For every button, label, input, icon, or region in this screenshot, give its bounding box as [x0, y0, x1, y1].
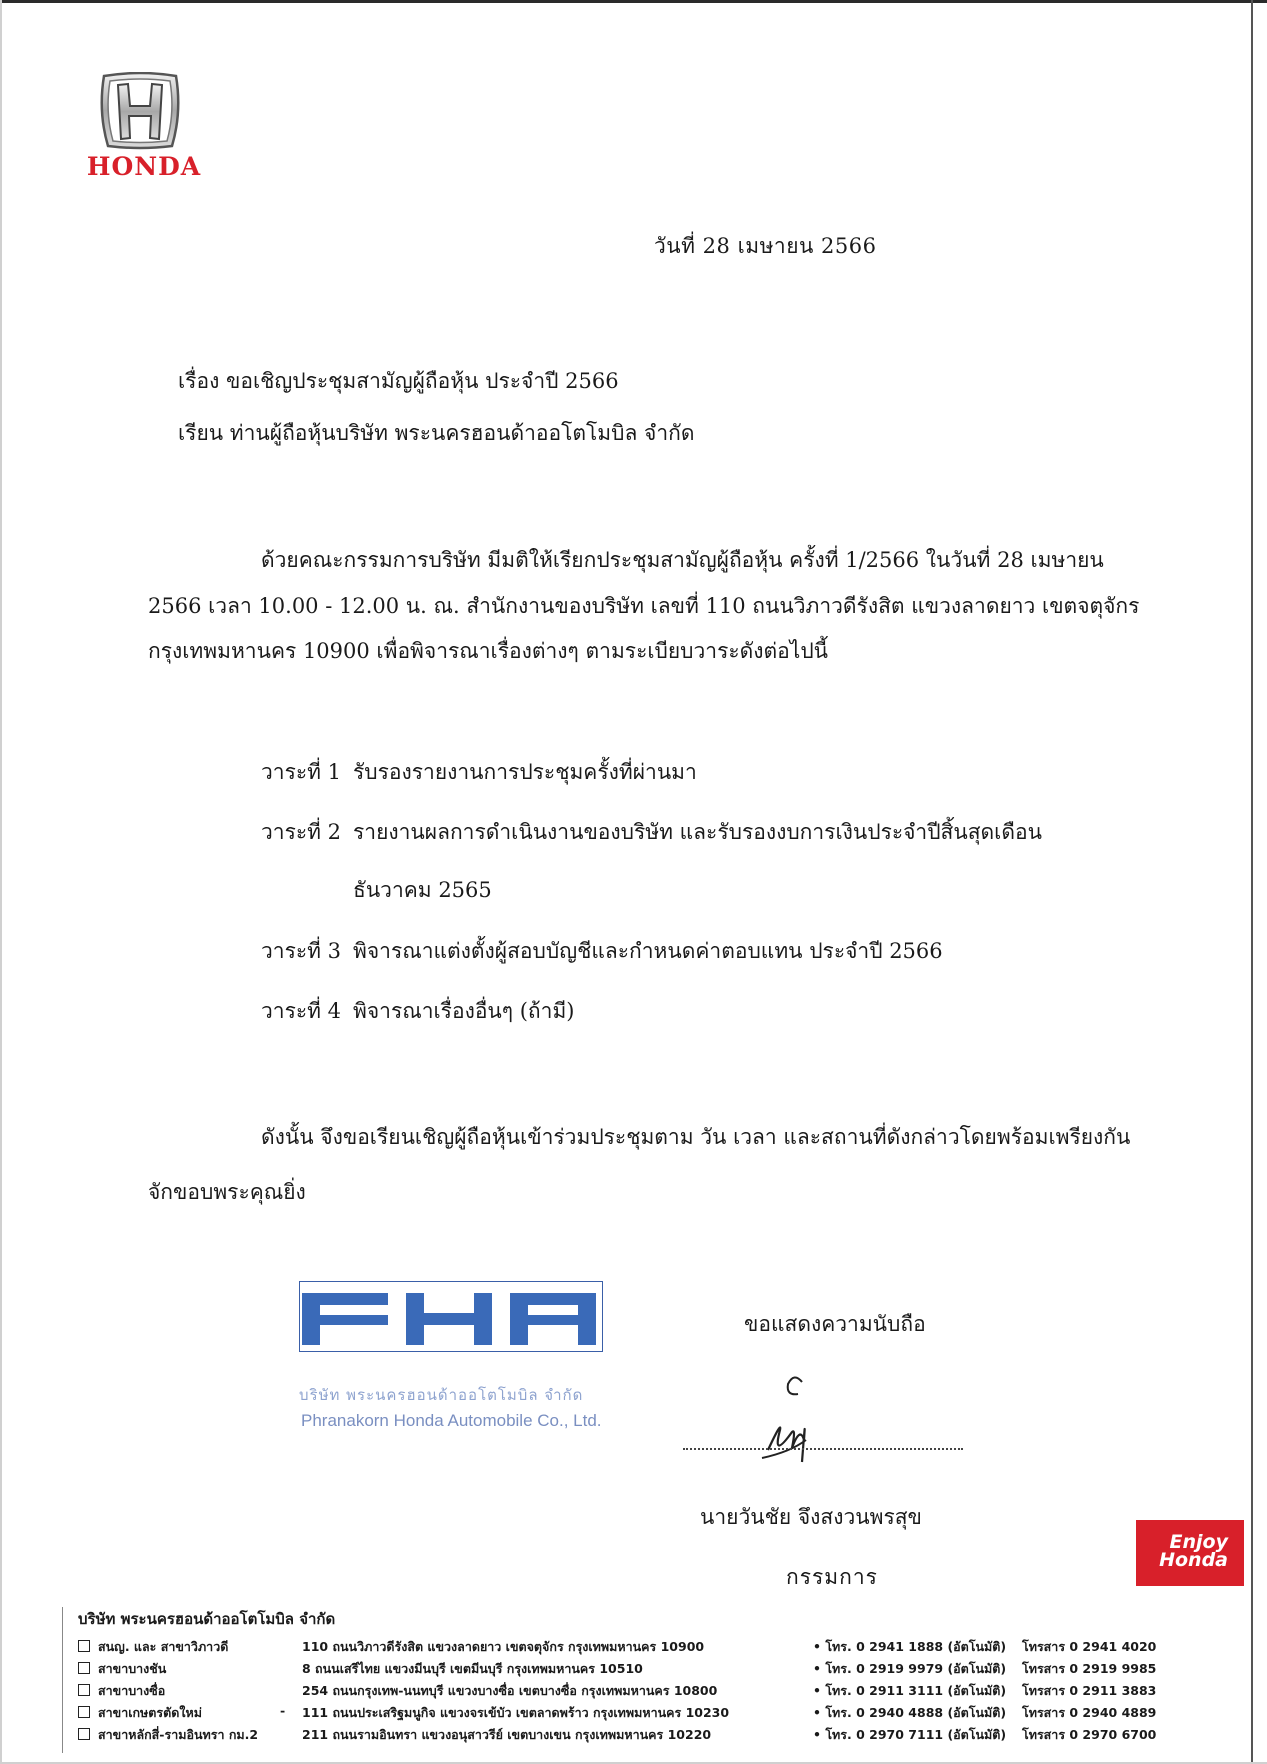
branch-name: สาขาหลักสี่-รามอินทรา กม.2 [98, 1727, 259, 1742]
agenda-description: รับรองรายงานการประชุมครั้งที่ผ่านมา [353, 760, 697, 784]
paragraph-2-line-1: ดังนั้น จึงขอเรียนเชิญผู้ถือหุ้นเข้าร่วมประชุมตาม วัน เวลา และสถานที่ดังกล่าวโดยพร้อมเพรียงกัน [261, 1125, 1131, 1149]
stamp-name-english: Phranakorn Honda Automobile Co., Ltd. [301, 1411, 602, 1430]
branch-dash: - [280, 1703, 286, 1718]
pha-logo-icon [302, 1293, 598, 1345]
letter-recipient: เรียน ท่านผู้ถือหุ้นบริษัท พระนครฮอนด้าออโตโมบิล จำกัด [178, 421, 695, 445]
branch-fax: โทรสาร 0 2911 3883 [1022, 1683, 1157, 1698]
branch-phone: • โทร. 0 2941 1888 (อัตโนมัติ) [813, 1639, 1007, 1654]
footer-company-name: บริษัท พระนครฮอนด้าออโตโมบิล จำกัด [78, 1610, 336, 1628]
checkbox-icon [78, 1640, 90, 1652]
signature-icon [742, 1370, 862, 1470]
branch-fax: โทรสาร 0 2940 4889 [1022, 1705, 1157, 1720]
branch-phone: • โทร. 0 2919 9979 (อัตโนมัติ) [813, 1661, 1007, 1676]
agenda-description: รายงานผลการดำเนินงานของบริษัท และรับรองงบการเงินประจำปีสิ้นสุดเดือน [353, 820, 1042, 844]
agenda-description: พิจารณาเรื่องอื่นๆ (ถ้ามี) [353, 999, 575, 1023]
footer-divider [62, 1607, 63, 1753]
company-stamp [299, 1281, 605, 1438]
agenda-number: วาระที่ 3 [261, 939, 342, 963]
branch-phone: • โทร. 0 2940 4888 (อัตโนมัติ) [813, 1705, 1007, 1720]
agenda-description-continued: ธันวาคม 2565 [353, 878, 492, 902]
paragraph-1-line-1: ด้วยคณะกรรมการบริษัท มีมติให้เรียกประชุมสามัญผู้ถือหุ้น ครั้งที่ 1/2566 ในวันที่ 28 เมษายน [261, 548, 1104, 572]
honda-wordmark: HONDA [86, 152, 202, 181]
agenda-number: วาระที่ 4 [261, 999, 342, 1023]
branch-phone: • โทร. 0 2911 3111 (อัตโนมัติ) [813, 1683, 1007, 1698]
scan-edge-left [0, 0, 2, 1764]
branch-name: สนญ. และ สาขาวิภาวดี [98, 1639, 229, 1654]
closing-salutation: ขอแสดงความนับถือ [744, 1312, 926, 1336]
branch-address: 110 ถนนวิภาวดีรังสิต แขวงลาดยาว เขตจตุจักร กรุงเทพมหานคร 10900 [302, 1639, 705, 1654]
checkbox-icon [78, 1728, 90, 1740]
paragraph-2-line-2: จักขอบพระคุณยิ่ง [148, 1180, 306, 1204]
checkbox-icon [78, 1662, 90, 1674]
scan-edge-right [1251, 0, 1253, 1764]
footer [62, 1603, 1182, 1753]
checkbox-icon [78, 1706, 90, 1718]
scan-edge-top [0, 0, 1267, 3]
agenda-description: พิจารณาแต่งตั้งผู้สอบบัญชีและกำหนดค่าตอบแทน ประจำปี 2566 [353, 939, 943, 963]
paragraph-1-line-3: กรุงเทพมหานคร 10900 เพื่อพิจารณาเรื่องต่างๆ ตามระเบียบวาระดังต่อไปนี้ [148, 639, 829, 663]
branch-address: 211 ถนนรามอินทรา แขวงอนุสาวรีย์ เขตบางเขน กรุงเทพมหานคร 10220 [302, 1727, 712, 1742]
branch-fax: โทรสาร 0 2970 6700 [1022, 1727, 1157, 1742]
letter-date: วันที่ 28 เมษายน 2566 [654, 234, 877, 258]
enjoy-honda-badge [1136, 1520, 1244, 1586]
agenda-number: วาระที่ 2 [261, 820, 342, 844]
branch-address: 111 ถนนประเสริฐมนูกิจ แขวงจรเข้บัว เขตลาดพร้าว กรุงเทพมหานคร 10230 [302, 1705, 730, 1720]
agenda-number: วาระที่ 1 [261, 760, 342, 784]
branch-name: สาขาบางชัน [98, 1661, 167, 1676]
paragraph-1-line-2: 2566 เวลา 10.00 - 12.00 น. ณ. สำนักงานของบริษัท เลขที่ 110 ถนนวิภาวดีรังสิต แขวงลาดยาว เขตจตุจักร [148, 594, 1140, 618]
branch-fax: โทรสาร 0 2941 4020 [1022, 1639, 1157, 1654]
branch-fax: โทรสาร 0 2919 9985 [1022, 1661, 1157, 1676]
branch-name: สาขาบางซื่อ [98, 1683, 166, 1698]
honda-h-mark-icon [98, 72, 182, 150]
honda-logo [64, 66, 224, 181]
branch-phone: • โทร. 0 2970 7111 (อัตโนมัติ) [813, 1727, 1007, 1742]
stamp-name-thai: บริษัท พระนครฮอนด้าออโตโมบิล จำกัด [299, 1386, 584, 1404]
branch-address: 254 ถนนกรุงเทพ-นนทบุรี แขวงบางซื่อ เขตบางซื่อ กรุงเทพมหานคร 10800 [302, 1683, 718, 1698]
letter-subject: เรื่อง ขอเชิญประชุมสามัญผู้ถือหุ้น ประจำปี 2566 [178, 369, 619, 393]
signer-position: กรรมการ [786, 1565, 878, 1589]
branch-name: สาขาเกษตรตัดใหม่ [98, 1705, 202, 1720]
checkbox-icon [78, 1684, 90, 1696]
badge-line-1: Enjoy [1169, 1531, 1228, 1553]
signature-line [683, 1448, 963, 1450]
branch-address: 8 ถนนเสรีไทย แขวงมีนบุรี เขตมีนบุรี กรุงเทพมหานคร 10510 [302, 1661, 643, 1676]
badge-line-2: Honda [1159, 1549, 1228, 1571]
signer-name: นายวันชัย จึงสงวนพรสุข [700, 1505, 922, 1529]
